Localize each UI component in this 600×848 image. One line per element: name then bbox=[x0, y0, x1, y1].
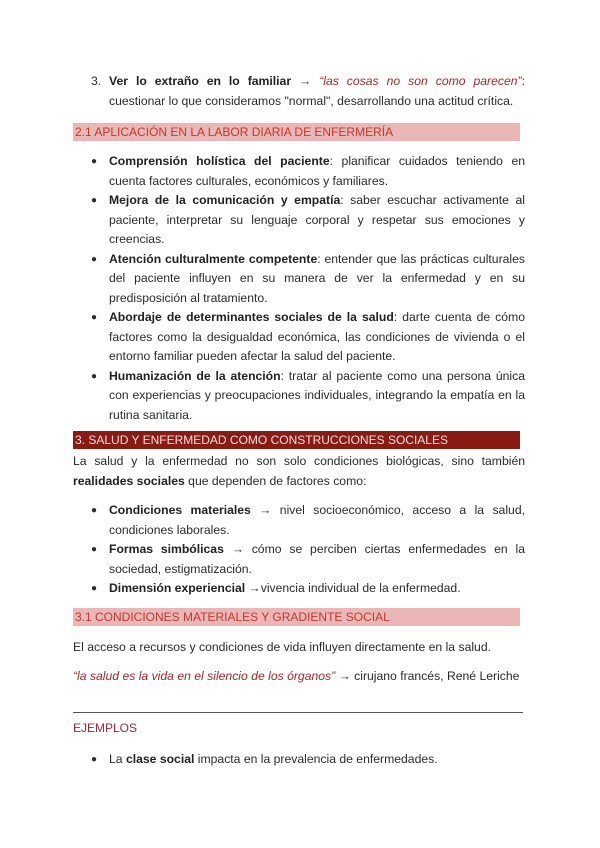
list-item bbox=[91, 367, 525, 426]
item-text: → cómo se perciben ciertas enfermedades en la sociedad, estigmatización. bbox=[109, 542, 525, 576]
item-text: →vivencia individual de la enfermedad. bbox=[245, 581, 461, 595]
item-bold: Condiciones materiales bbox=[109, 503, 251, 517]
arrow: → bbox=[291, 74, 320, 88]
bullet-icon: ● bbox=[91, 156, 98, 167]
intro-text-b: que dependen de factores como: bbox=[184, 473, 367, 488]
bullet-icon: ● bbox=[91, 583, 98, 594]
bullet-icon: ● bbox=[91, 370, 98, 382]
bullet-icon: ● bbox=[91, 754, 98, 765]
list-item bbox=[91, 540, 525, 579]
item-text: : entender que las prácticas culturales del paciente influyen en su manera de ver la enfermedad y en su predisposición al tratamiento. bbox=[109, 251, 525, 305]
bullet-icon: ● bbox=[91, 544, 98, 555]
list-2-1 bbox=[91, 152, 525, 425]
section-3-intro bbox=[73, 452, 525, 491]
item-bold: Comprensión holística del paciente bbox=[109, 154, 330, 168]
section-heading-3-1: 3.1 CONDICIONES MATERIALES Y GRADIENTE SOCIAL bbox=[73, 608, 520, 626]
paragraph-text: El acceso a recursos y condiciones de vida influyen directamente en la salud. bbox=[73, 640, 491, 654]
list-item bbox=[91, 250, 525, 309]
item-text: : planificar cuidados teniendo en cuenta factores culturales, económicos y familiares. bbox=[109, 154, 525, 188]
item-text: : darte cuenta de cómo factores como la desigualdad económica, las condiciones de vivienda o el entorno familiar pueden afectar la salud del paciente. bbox=[109, 310, 525, 363]
item-bold: Abordaje de determinantes sociales de la salud bbox=[109, 310, 394, 324]
numbered-item-3 bbox=[91, 72, 525, 111]
ejemplos-heading: EJEMPLOS bbox=[73, 721, 138, 735]
list-item bbox=[91, 579, 525, 599]
divider bbox=[73, 712, 523, 713]
list-3 bbox=[91, 501, 525, 599]
item-text: → nivel socioeconómico, acceso a la salud, condiciones laborales. bbox=[109, 503, 525, 537]
item-bold: Formas simbólicas bbox=[109, 542, 224, 556]
item-text: : tratar al paciente como una persona única con experiencias y preocupaciones individuales, integrando la empatía en la rutina sanitaria. bbox=[109, 368, 525, 422]
item-bold: Mejora de la comunicación y empatía bbox=[109, 193, 341, 207]
bullet-icon: ● bbox=[91, 195, 98, 206]
section-heading-2-1: 2.1 APLICACIÓN EN LA LABOR DIARIA DE ENFERMERÍA bbox=[73, 123, 520, 141]
list-item bbox=[91, 191, 525, 250]
list-item bbox=[91, 152, 525, 191]
quote-text: “la salud es la vida en el silencio de los órganos” bbox=[73, 669, 336, 683]
item-number: 3. bbox=[91, 74, 102, 88]
intro-text-a: La salud y la enfermedad no son solo condiciones biológicas, sino también bbox=[73, 454, 525, 468]
list-ejemplos bbox=[91, 750, 525, 770]
item-bold: Atención culturalmente competente bbox=[109, 251, 318, 266]
intro-bold: realidades sociales bbox=[73, 473, 185, 488]
quote-attribution: → cirujano francés, René Leriche bbox=[335, 669, 520, 683]
bullet-icon: ● bbox=[91, 253, 98, 265]
list-item bbox=[91, 308, 525, 367]
item-text bbox=[109, 72, 525, 111]
item-text-b: impacta en la prevalencia de enfermedades. bbox=[194, 752, 438, 766]
leriche-quote bbox=[73, 669, 525, 683]
item-quote: “las cosas no son como parecen” bbox=[319, 74, 522, 88]
item-bold: Dimensión experiencial bbox=[109, 581, 246, 595]
list-item bbox=[91, 750, 525, 770]
section-3-1-paragraph bbox=[73, 638, 525, 658]
section-heading-3: 3. SALUD Y ENFERMEDAD COMO CONSTRUCCIONES SOCIALES bbox=[73, 431, 520, 449]
item-bold: Humanización de la atención bbox=[109, 368, 281, 383]
item-text-a: La bbox=[109, 752, 126, 766]
bullet-icon: ● bbox=[91, 312, 98, 323]
bullet-icon: ● bbox=[91, 505, 98, 516]
item-bold: clase social bbox=[125, 752, 195, 766]
item-rest: : cuestionar lo que consideramos "normal", desarrollando una actitud crítica. bbox=[109, 74, 525, 108]
item-text: : saber escuchar activamente al paciente, interpretar su lenguaje corporal y respetar sus emociones y creencias. bbox=[109, 193, 525, 246]
item-title: Ver lo extraño en lo familiar bbox=[109, 74, 292, 88]
list-item bbox=[91, 501, 525, 540]
